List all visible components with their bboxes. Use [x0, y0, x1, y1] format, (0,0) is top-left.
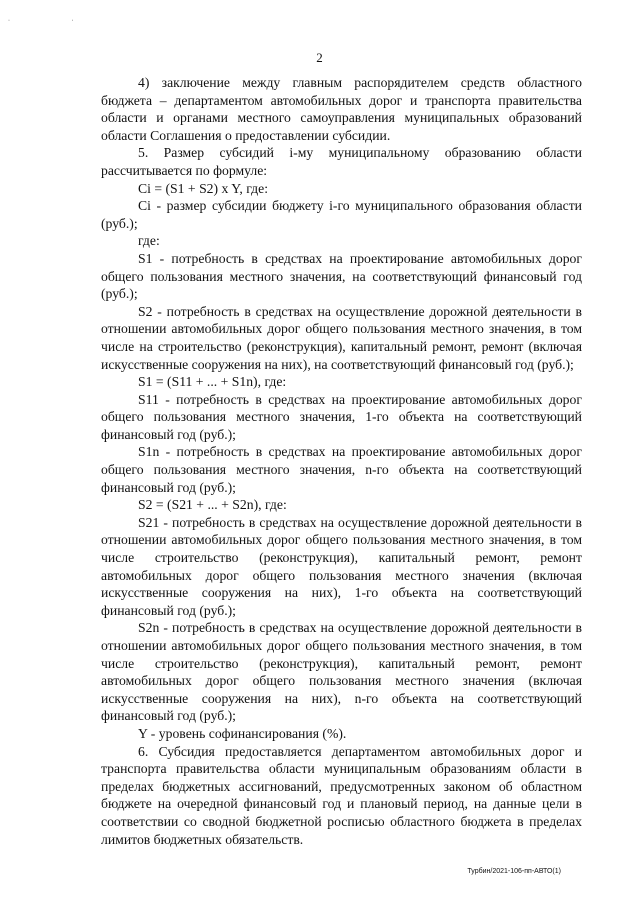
paragraph: S1n - потребность в средствах на проектирование автомобильных дорог общего пользования местного значения, n-го объекта на соответствующий финансовый год (руб.);	[101, 444, 582, 495]
paragraph: Y - уровень софинансирования (%).	[138, 725, 347, 741]
page-number: 2	[316, 50, 323, 65]
formula-line: S2 = (S21 + ... + S2n), где:	[138, 497, 287, 513]
paragraph: 4) заключение между главным распорядителем средств областного бюджета – департаментом автомобильных дорог и транспорта правительства области и органами местного самоуправления муниципальных образований области Соглашения о предоставлении субсидии.	[101, 75, 582, 143]
footer-code: Турбин/2021-106-пп-АВТО(1)	[467, 868, 561, 875]
formula-line: Ci = (S1 + S2) x Y, где:	[138, 180, 269, 196]
paragraph: S11 - потребность в средствах на проектирование автомобильных дорог общего пользования местного значения, 1-го объекта на соответствующий финансовый год (руб.);	[101, 391, 582, 442]
paragraph: 6. Субсидия предоставляется департаментом автомобильных дорог и транспорта правительства области муниципальным образованиям области в пределах бюджетных ассигнований, предусмотренных законом об областном бюджете на очередной финансовый год и плановый период, на данные цели в соответствии со сводной бюджетной росписью областного бюджета в пределах лимитов бюджетных обязательств.	[101, 743, 582, 847]
paragraph: S1 - потребность в средствах на проектирование автомобильных дорог общего пользования местного значения, на соответствующий финансовый год (руб.);	[101, 250, 582, 302]
formula-line: S1 = (S11 + ... + S1n), где:	[138, 374, 287, 390]
paragraph: S2 - потребность в средствах на осуществление дорожной деятельности в отношении автомобильных дорог общего пользования местного значения, в том числе на строительство (реконструкция), капитальный ремонт, ремонт (включая искусственные сооружения на них), на соответствующий финансовый год (руб.);	[101, 303, 582, 372]
paragraph: где:	[138, 233, 160, 249]
document-body	[101, 74, 582, 848]
paragraph: 5. Размер субсидий i-му муниципальному образованию области рассчитывается по формуле:	[101, 145, 582, 178]
paragraph: S2n - потребность в средствах на осуществление дорожной деятельности в отношении автомобильных дорог общего пользования местного значения, в том числе строительство (реконструкция), капитальный ремонт, ремонт автомобильных дорог общего пользования местного значения (включая искусственные сооружения на них), n-го объекта на соответствующий финансовый год (руб.);	[101, 620, 582, 724]
scan-marks: · ·	[8, 18, 104, 24]
paragraph: Ci - размер субсидии бюджету i-го муниципального образования области (руб.);	[101, 198, 582, 231]
paragraph: S21 - потребность в средствах на осуществление дорожной деятельности в отношении автомобильных дорог общего пользования местного значения, в том числе строительство (реконструкция), капитальный ремонт, ремонт автомобильных дорог общего пользования местного значения (включая искусственные сооружения на них), 1-го объекта на соответствующий финансовый год (руб.);	[101, 514, 582, 618]
